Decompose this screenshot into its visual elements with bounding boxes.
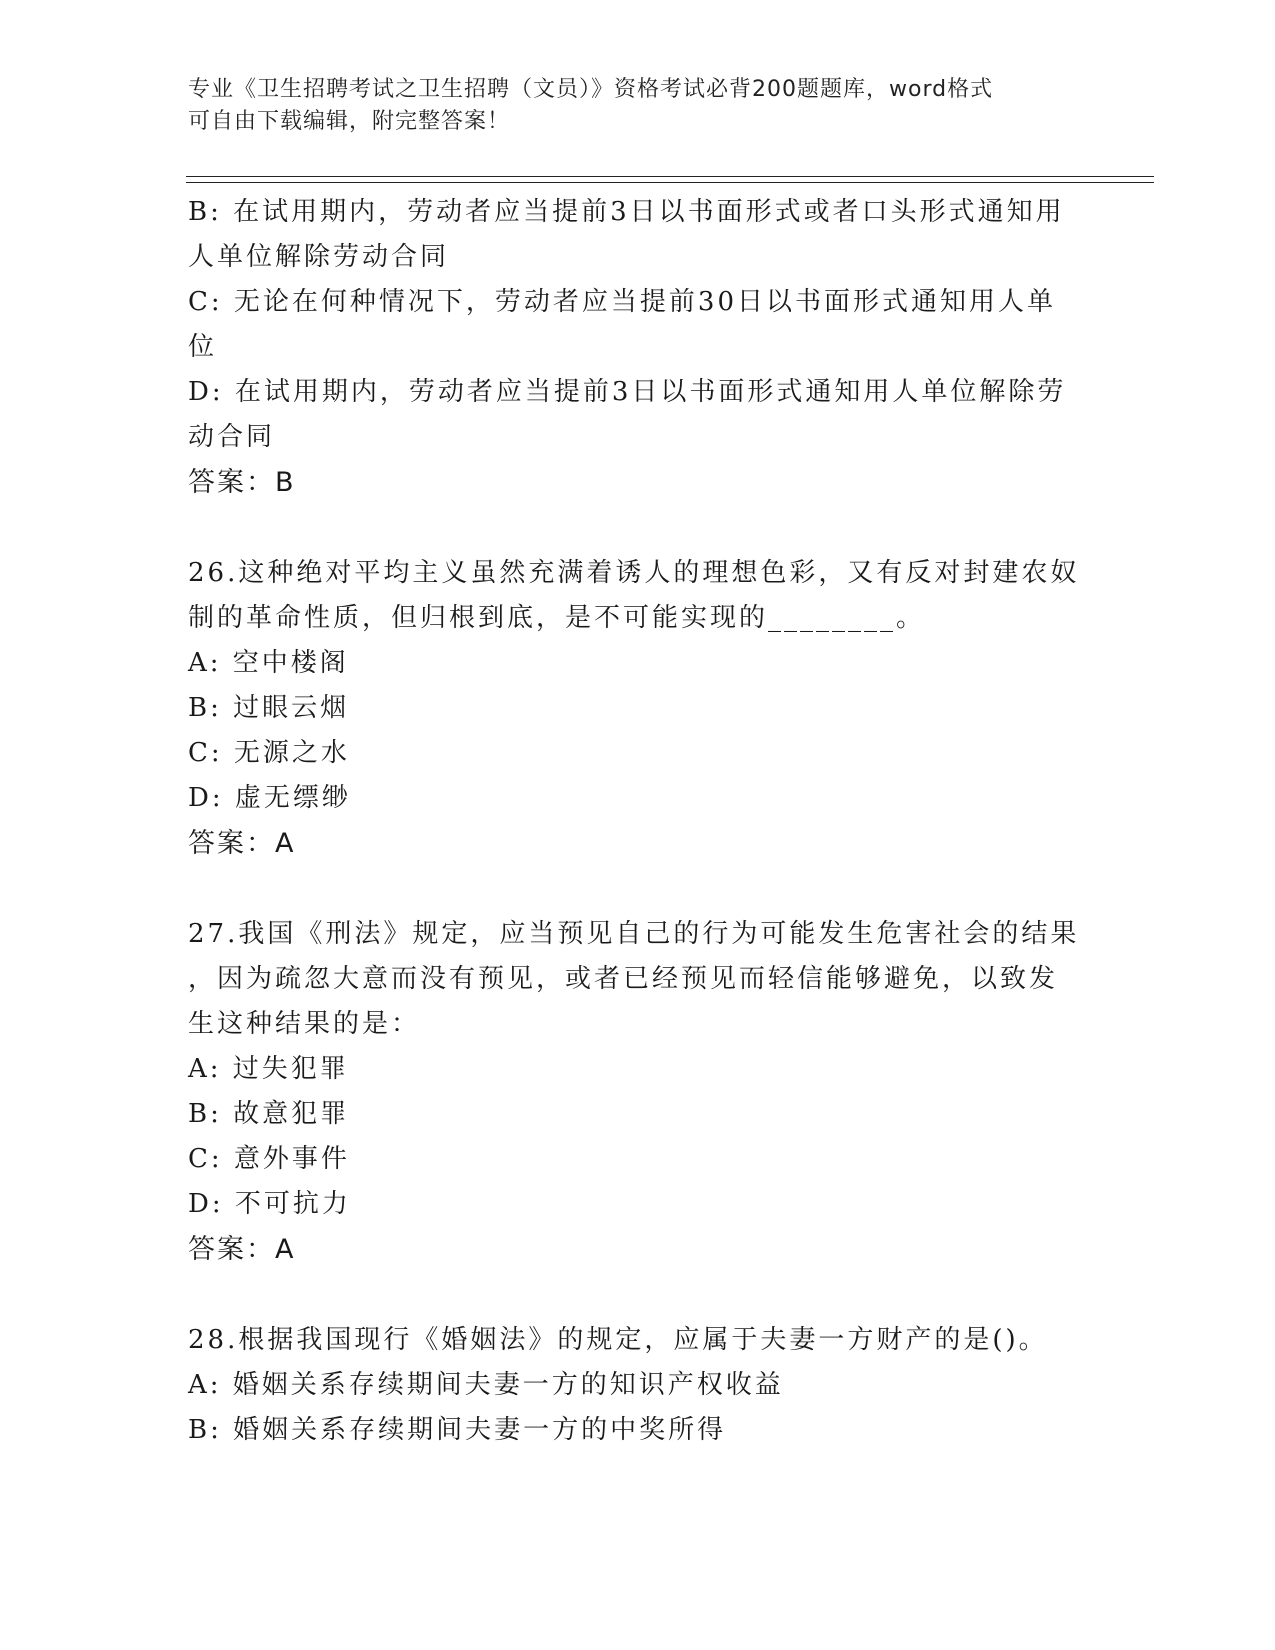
header-rule-bottom <box>186 182 1154 183</box>
q25-option-c-line1: C: 无论在何种情况下，劳动者应当提前30日以书面形式通知用人单 <box>188 287 1057 317</box>
q26-option-a: A: 空中楼阁 <box>188 648 349 678</box>
q25-option-d-line1: D: 在试用期内，劳动者应当提前3日以书面形式通知用人单位解除劳 <box>188 377 1067 407</box>
q26-option-d: D: 虚无缥缈 <box>188 783 351 813</box>
question-26 <box>188 551 1088 866</box>
document-header <box>188 74 1068 138</box>
q27-stem-line1: 27.我国《刑法》规定，应当预见自己的行为可能发生危害社会的结果 <box>188 919 1080 949</box>
spacer <box>188 505 1088 551</box>
q26-stem-line2: 制的革命性质，但归根到底，是不可能实现的________。 <box>188 603 926 633</box>
header-rule-top <box>186 176 1154 177</box>
q27-option-a: A: 过失犯罪 <box>188 1054 349 1084</box>
spacer <box>188 1272 1088 1318</box>
q26-answer: 答案：A <box>188 828 296 859</box>
q28-option-b: B: 婚姻关系存续期间夫妻一方的中奖所得 <box>188 1415 727 1445</box>
q26-stem-line1: 26.这种绝对平均主义虽然充满着诱人的理想色彩，又有反对封建农奴 <box>188 558 1080 588</box>
q28-option-a: A: 婚姻关系存续期间夫妻一方的知识产权收益 <box>188 1370 784 1400</box>
q27-stem-line2: ，因为疏忽大意而没有预见，或者已经预见而轻信能够避免，以致发 <box>188 964 1059 994</box>
document-body <box>188 190 1088 1453</box>
q28-stem-line1: 28.根据我国现行《婚姻法》的规定，应属于夫妻一方财产的是()。 <box>188 1325 1048 1355</box>
q25-option-b-line1: B: 在试用期内，劳动者应当提前3日以书面形式或者口头形式通知用 <box>188 197 1065 227</box>
q25-option-c-line2: 位 <box>188 332 218 362</box>
q27-option-d: D: 不可抗力 <box>188 1189 351 1219</box>
q27-option-b: B: 故意犯罪 <box>188 1099 350 1129</box>
spacer <box>188 866 1088 912</box>
question-28-partial <box>188 1318 1088 1453</box>
q27-stem-line3: 生这种结果的是： <box>188 1009 421 1039</box>
question-27 <box>188 912 1088 1272</box>
q25-answer: 答案：B <box>188 467 296 498</box>
q27-answer: 答案：A <box>188 1234 296 1265</box>
q26-option-b: B: 过眼云烟 <box>188 693 350 723</box>
q25-option-b-line2: 人单位解除劳动合同 <box>188 242 450 272</box>
q26-option-c: C: 无源之水 <box>188 738 350 768</box>
q27-option-c: C: 意外事件 <box>188 1144 350 1174</box>
header-line-1: 专业《卫生招聘考试之卫生招聘（文员）》资格考试必背200题题库，word格式 <box>188 77 994 102</box>
header-line-2: 可自由下载编辑，附完整答案！ <box>188 109 511 134</box>
q25-option-d-line2: 动合同 <box>188 422 276 452</box>
question-25-partial <box>188 190 1088 505</box>
